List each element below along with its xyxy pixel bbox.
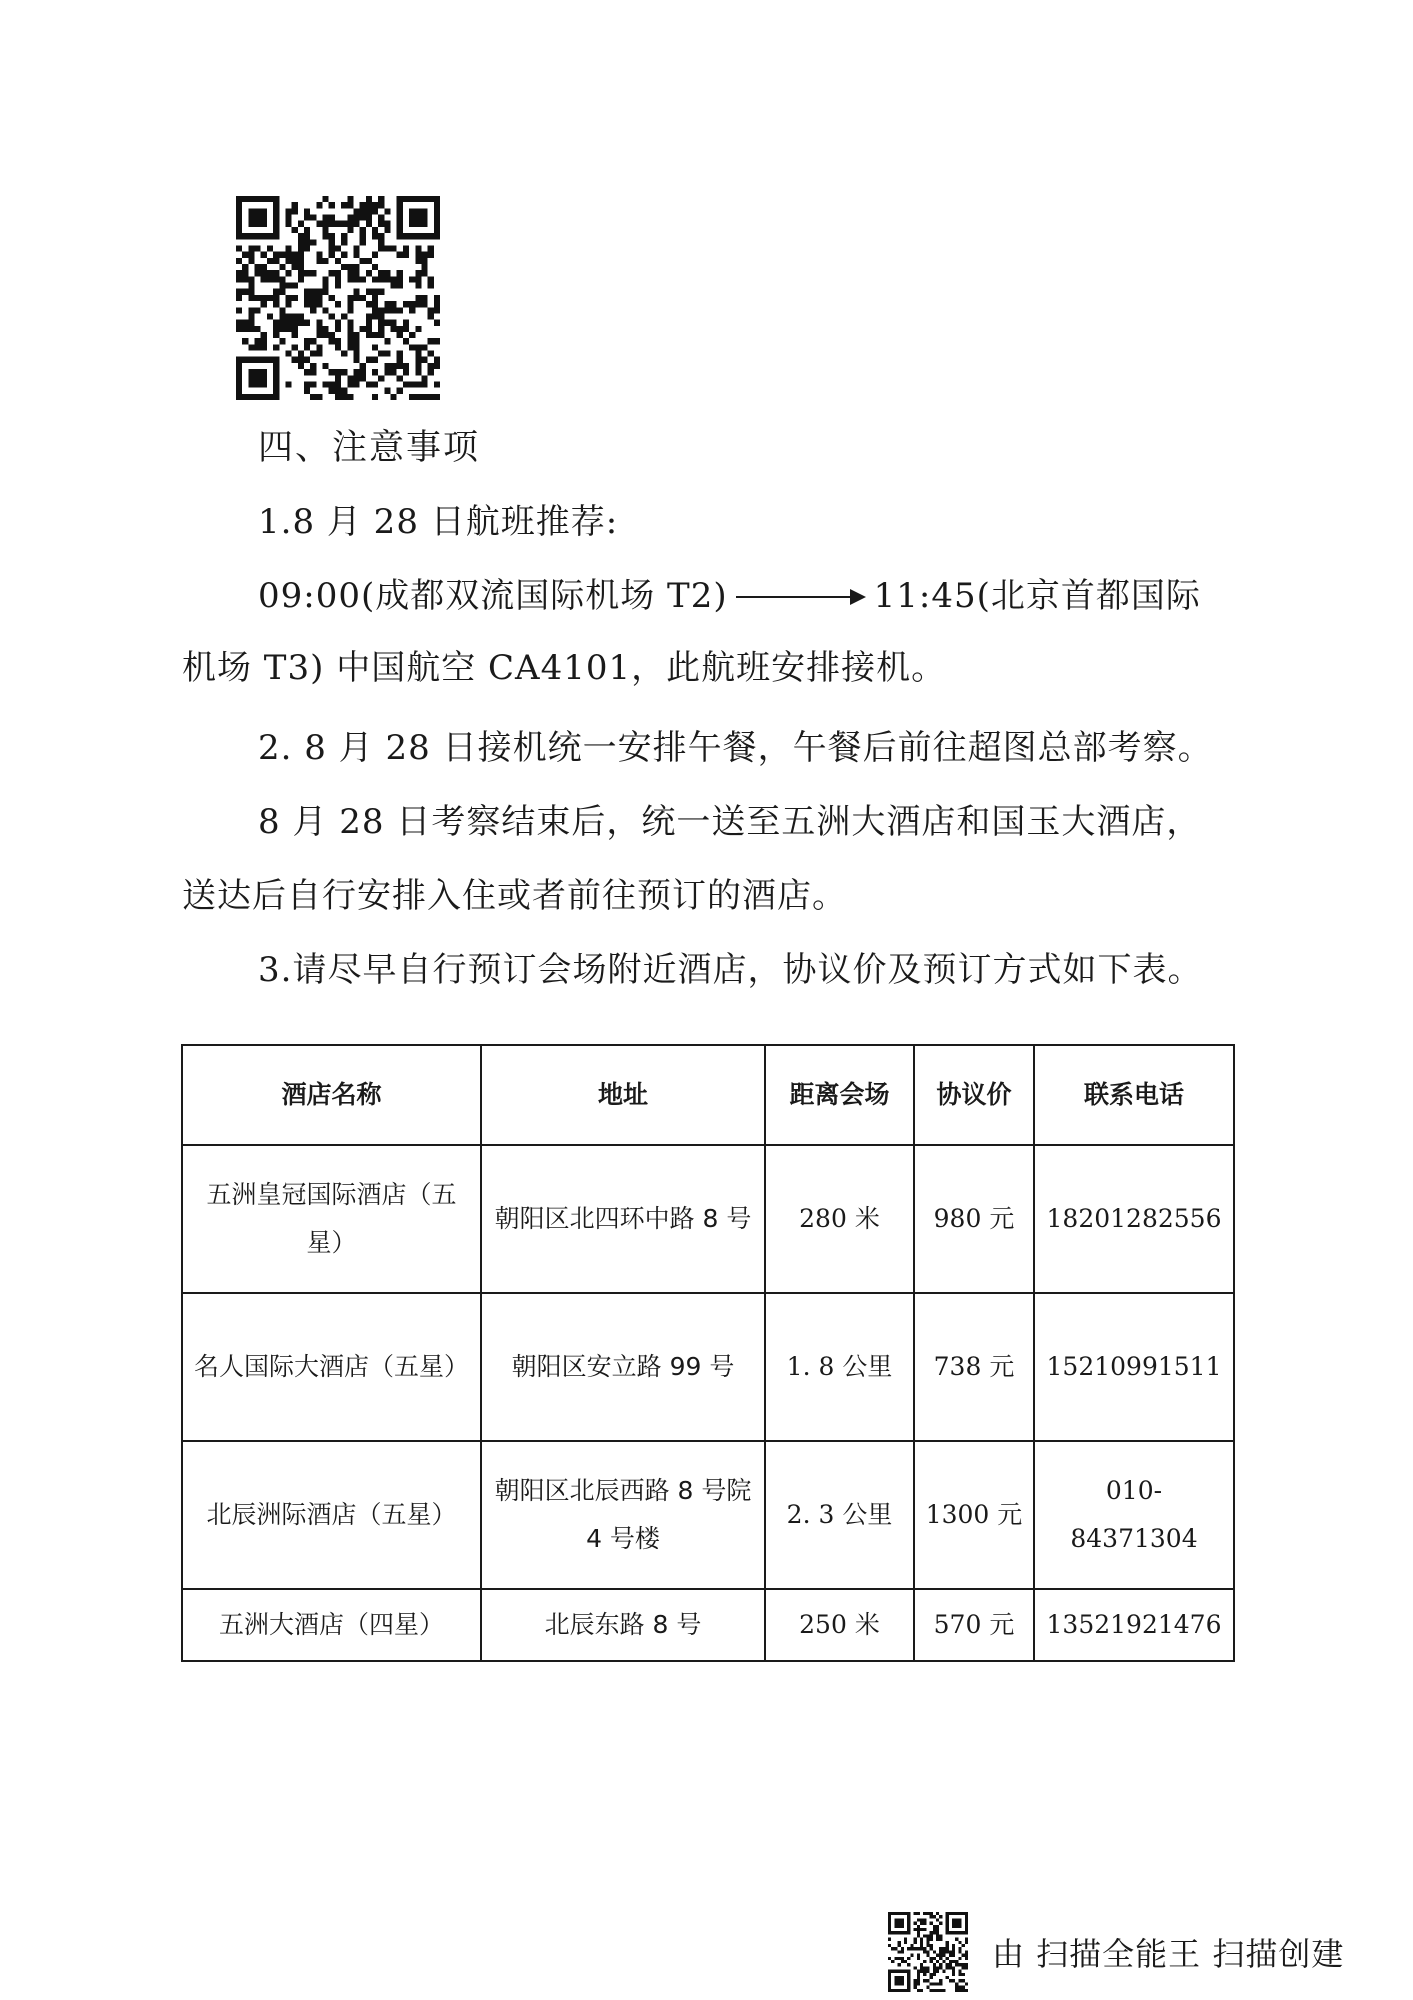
hotel-phone: 010-84371304 [1034,1441,1234,1589]
hotel-address: 北辰东路 8 号 [481,1589,765,1661]
hotel-name: 北辰洲际酒店（五星） [182,1441,481,1589]
hotel-price: 570 元 [914,1589,1034,1661]
flight-line [258,574,1201,618]
item-2-line-2: 8 月 28 日考察结束后，统一送至五洲大酒店和国玉大酒店， [258,802,1202,842]
item-2-line-1: 2. 8 月 28 日接机统一安排午餐，午餐后前往超图总部考察。 [258,728,1213,768]
hotel-distance: 250 米 [765,1589,914,1661]
qr-code-icon [888,1912,968,1992]
hotel-price: 738 元 [914,1293,1034,1441]
item-1-title: 1.8 月 28 日航班推荐: [258,502,619,542]
hotel-address: 朝阳区北四环中路 8 号 [481,1145,765,1293]
table-header-row [182,1045,1234,1145]
qr-code-icon [236,196,440,400]
table-row [182,1441,1234,1589]
hotel-phone: 18201282556 [1034,1145,1234,1293]
hotel-distance: 2. 3 公里 [765,1441,914,1589]
scanner-watermark [888,1912,1344,1992]
hotel-name: 五洲皇冠国际酒店（五星） [182,1145,481,1293]
flight-depart: 09:00(成都双流国际机场 T2) [258,576,728,616]
section-heading: 四、注意事项 [258,428,481,468]
header-distance: 距离会场 [765,1045,914,1145]
flight-line-cont: 机场 T3) 中国航空 CA4101，此航班安排接机。 [182,648,947,688]
hotel-phone: 13521921476 [1034,1589,1234,1661]
hotel-phone: 15210991511 [1034,1293,1234,1441]
hotel-name: 名人国际大酒店（五星） [182,1293,481,1441]
table-row [182,1293,1234,1441]
hotel-address: 朝阳区北辰西路 8 号院 4 号楼 [481,1441,765,1589]
hotel-price: 980 元 [914,1145,1034,1293]
table-row [182,1589,1234,1661]
flight-arrive: 11:45(北京首都国际 [873,576,1201,616]
arrow-right-icon [736,574,866,618]
table-row [182,1145,1234,1293]
hotel-name: 五洲大酒店（四星） [182,1589,481,1661]
hotel-distance: 280 米 [765,1145,914,1293]
hotel-table [181,1044,1235,1662]
hotel-distance: 1. 8 公里 [765,1293,914,1441]
header-address: 地址 [481,1045,765,1145]
header-phone: 联系电话 [1034,1045,1234,1145]
header-price: 协议价 [914,1045,1034,1145]
item-2-line-3: 送达后自行安排入住或者前往预订的酒店。 [182,876,847,916]
hotel-address: 朝阳区安立路 99 号 [481,1293,765,1441]
hotel-price: 1300 元 [914,1441,1034,1589]
item-3: 3.请尽早自行预订会场附近酒店，协议价及预订方式如下表。 [258,950,1203,990]
watermark-text: 由 扫描全能王 扫描创建 [992,1935,1345,1973]
header-hotel-name: 酒店名称 [182,1045,481,1145]
